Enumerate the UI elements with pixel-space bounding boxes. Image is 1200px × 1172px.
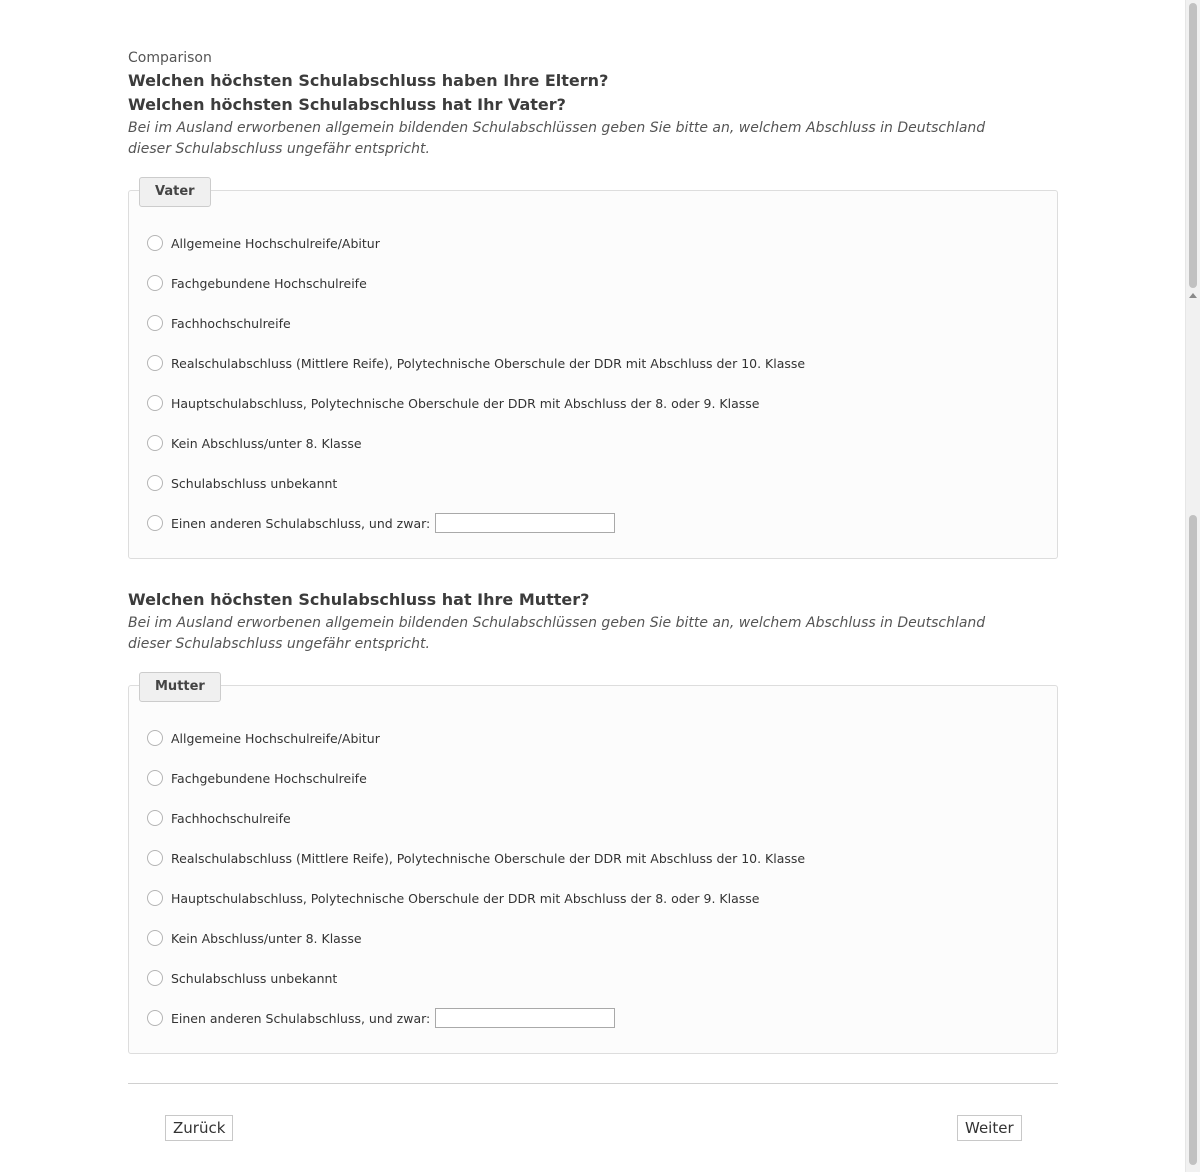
father-option-kein-abschluss[interactable]: [147, 433, 362, 453]
mother-question-hint: Bei im Ausland erworbenen allgemein bildenden Schulabschlüssen geben Sie bitte an, welchem Abschluss in Deutschland dieser Schulabschluss ungefähr entspricht.: [128, 615, 986, 652]
back-button[interactable]: Zurück: [165, 1115, 233, 1141]
father-option-fachhochschulreife[interactable]: [147, 313, 291, 333]
father-option-abitur[interactable]: [147, 233, 380, 253]
option-label: Fachhochschulreife: [171, 315, 291, 331]
radio-button[interactable]: [147, 235, 163, 251]
scrollbar-thumb-lower[interactable]: [1189, 515, 1197, 1165]
next-button[interactable]: Weiter: [957, 1115, 1022, 1141]
radio-button[interactable]: [147, 850, 163, 866]
mother-option-unbekannt[interactable]: [147, 968, 337, 988]
father-other-input[interactable]: [435, 513, 615, 533]
scroll-up-arrow-icon[interactable]: [1189, 293, 1197, 298]
mother-fieldset: [128, 679, 1058, 1054]
option-label: Hauptschulabschluss, Polytechnische Oberschule der DDR mit Abschluss der 8. oder 9. Klasse: [171, 395, 760, 411]
option-label: Einen anderen Schulabschluss, und zwar:: [171, 515, 431, 531]
radio-button[interactable]: [147, 315, 163, 331]
father-option-hauptschule[interactable]: [147, 393, 759, 413]
radio-button[interactable]: [147, 730, 163, 746]
radio-button[interactable]: [147, 890, 163, 906]
radio-button[interactable]: [147, 475, 163, 491]
radio-button[interactable]: [147, 1010, 163, 1026]
vertical-scrollbar[interactable]: [1185, 0, 1200, 1172]
parents-question-title: Welchen höchsten Schulabschluss haben Ihre Eltern?: [128, 71, 609, 90]
father-question-title: Welchen höchsten Schulabschluss hat Ihr Vater?: [128, 95, 566, 114]
father-option-other[interactable]: [147, 513, 615, 533]
option-label: Fachgebundene Hochschulreife: [171, 275, 367, 291]
option-label: Allgemeine Hochschulreife/Abitur: [171, 730, 380, 746]
mother-option-other[interactable]: [147, 1008, 615, 1028]
mother-option-hauptschule[interactable]: [147, 888, 759, 908]
father-question-hint: Bei im Ausland erworbenen allgemein bildenden Schulabschlüssen geben Sie bitte an, welchem Abschluss in Deutschland dieser Schulabschluss ungefähr entspricht.: [128, 120, 986, 157]
father-fieldset: [128, 184, 1058, 559]
mother-other-input[interactable]: [435, 1008, 615, 1028]
mother-option-fachgebundene[interactable]: [147, 768, 367, 788]
option-label: Realschulabschluss (Mittlere Reife), Polytechnische Oberschule der DDR mit Abschluss der 10. Klasse: [171, 355, 806, 371]
question-category: Comparison: [128, 50, 212, 66]
option-label: Fachgebundene Hochschulreife: [171, 770, 367, 786]
radio-button[interactable]: [147, 395, 163, 411]
radio-button[interactable]: [147, 970, 163, 986]
option-label: Schulabschluss unbekannt: [171, 970, 338, 986]
option-label: Kein Abschluss/unter 8. Klasse: [171, 435, 362, 451]
option-label: Fachhochschulreife: [171, 810, 291, 826]
option-label: Allgemeine Hochschulreife/Abitur: [171, 235, 380, 251]
mother-option-abitur[interactable]: [147, 728, 380, 748]
option-label: Hauptschulabschluss, Polytechnische Oberschule der DDR mit Abschluss der 8. oder 9. Klasse: [171, 890, 760, 906]
father-option-realschule[interactable]: [147, 353, 805, 373]
navigation-divider: [128, 1083, 1058, 1084]
option-label: Schulabschluss unbekannt: [171, 475, 338, 491]
radio-button[interactable]: [147, 515, 163, 531]
radio-button[interactable]: [147, 770, 163, 786]
scrollbar-thumb[interactable]: [1189, 3, 1197, 288]
mother-option-kein-abschluss[interactable]: [147, 928, 362, 948]
father-option-fachgebundene[interactable]: [147, 273, 367, 293]
option-label: Kein Abschluss/unter 8. Klasse: [171, 930, 362, 946]
radio-button[interactable]: [147, 275, 163, 291]
father-option-unbekannt[interactable]: [147, 473, 337, 493]
mother-option-realschule[interactable]: [147, 848, 805, 868]
mother-legend: Mutter: [139, 672, 221, 702]
radio-button[interactable]: [147, 810, 163, 826]
option-label: Realschulabschluss (Mittlere Reife), Polytechnische Oberschule der DDR mit Abschluss der 10. Klasse: [171, 850, 806, 866]
radio-button[interactable]: [147, 355, 163, 371]
option-label: Einen anderen Schulabschluss, und zwar:: [171, 1010, 431, 1026]
mother-option-fachhochschulreife[interactable]: [147, 808, 291, 828]
radio-button[interactable]: [147, 930, 163, 946]
mother-question-title: Welchen höchsten Schulabschluss hat Ihre Mutter?: [128, 590, 590, 609]
father-legend: Vater: [139, 177, 211, 207]
radio-button[interactable]: [147, 435, 163, 451]
